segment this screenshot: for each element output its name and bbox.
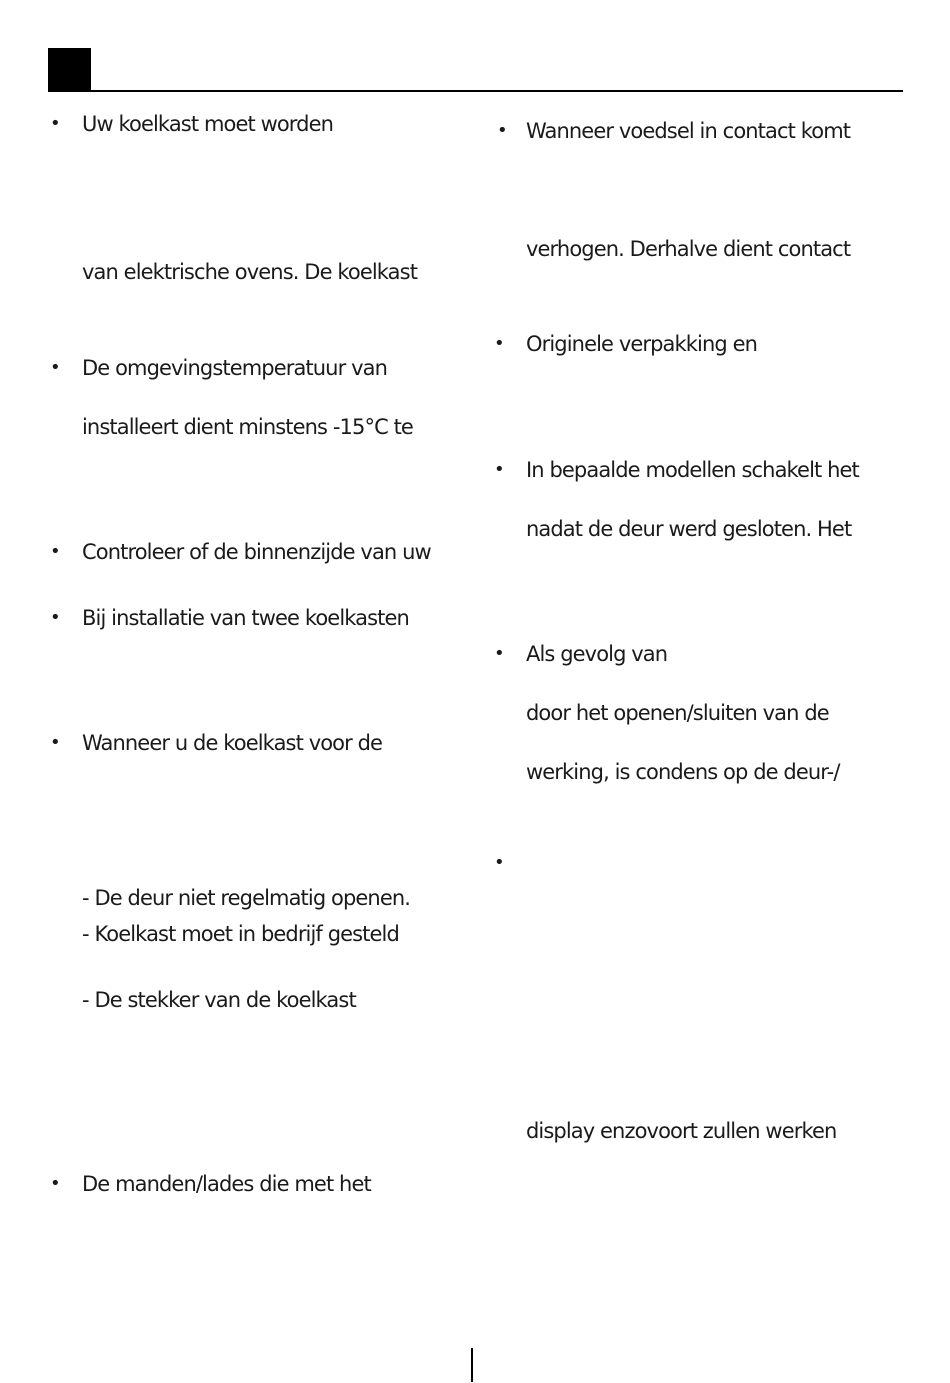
bullet: •: [494, 643, 505, 664]
text-line: De manden/lades die met het: [82, 1172, 371, 1196]
text-line: - De stekker van de koelkast: [82, 988, 356, 1012]
bullet: •: [497, 120, 508, 141]
bullet: •: [50, 113, 61, 134]
text-line: installeert dient minstens -15°C te: [82, 415, 413, 439]
text-line: Wanneer voedsel in contact komt: [526, 119, 851, 143]
bullet: •: [494, 459, 505, 480]
text-line: Controleer of de binnenzijde van uw: [82, 540, 431, 564]
page-center-mark: [471, 1348, 473, 1382]
text-line: display enzovoort zullen werken: [526, 1119, 837, 1143]
header-rule: [48, 90, 903, 92]
bullet: •: [494, 852, 505, 873]
section-header-block: [48, 48, 91, 91]
bullet: •: [50, 732, 61, 753]
text-line: Bij installatie van twee koelkasten: [82, 606, 409, 630]
text-line: van elektrische ovens. De koelkast: [82, 260, 418, 284]
text-line: Originele verpakking en: [526, 332, 758, 356]
text-line: Wanneer u de koelkast voor de: [82, 731, 383, 755]
text-line: - De deur niet regelmatig openen.: [82, 886, 411, 910]
text-line: De omgevingstemperatuur van: [82, 356, 387, 380]
bullet: •: [50, 607, 61, 628]
text-line: Uw koelkast moet worden: [82, 112, 334, 136]
text-line: door het openen/sluiten van de: [526, 701, 829, 725]
bullet: •: [494, 333, 505, 354]
text-line: - Koelkast moet in bedrijf gesteld: [82, 922, 399, 946]
text-line: werking, is condens op de deur-/: [526, 760, 840, 784]
text-line: nadat de deur werd gesloten. Het: [526, 517, 852, 541]
text-line: Als gevolg van: [526, 642, 668, 666]
text-line: In bepaalde modellen schakelt het: [526, 458, 859, 482]
bullet: •: [50, 357, 61, 378]
bullet: •: [50, 541, 61, 562]
bullet: •: [50, 1173, 61, 1194]
text-line: verhogen. Derhalve dient contact: [526, 237, 851, 261]
